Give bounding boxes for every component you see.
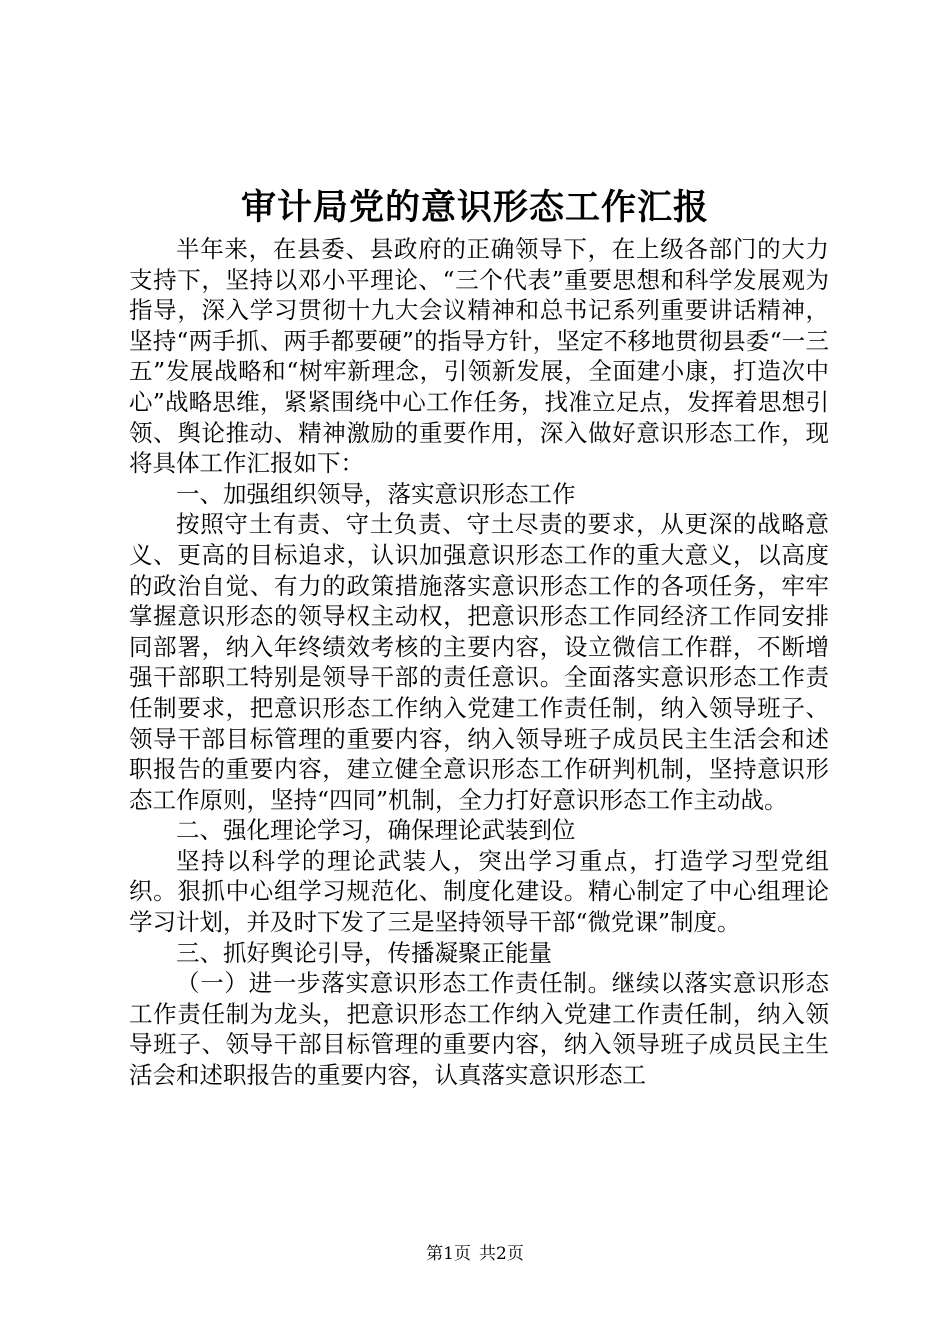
page-footer: [0, 1242, 950, 1266]
page-total: 共2页: [479, 1244, 524, 1264]
section-heading-3: 三、抓好舆论引导，传播凝聚正能量: [176, 938, 552, 967]
section-2-paragraph: 坚持以科学的理论武装人，突出学习重点，打造学习型党组织。狠抓中心组学习规范化、制度化建设。精心制定了中心组理论学习计划，并及时下发了三是坚持领导干部“微党课”制度。: [129, 846, 829, 937]
section-heading-2: 二、强化理论学习，确保理论武装到位: [176, 816, 576, 845]
page-number: 第1页: [426, 1244, 471, 1264]
document-title: 审计局党的意识形态工作汇报: [240, 187, 709, 228]
section-1-paragraph: 按照守土有责、守土负责、守土尽责的要求，从更深的战略意义、更高的目标追求，认识加强意识形态工作的重大意义，以高度的政治自觉、有力的政策措施落实意识形态工作的各项任务，牢牢掌握意识形态的领导权主动权，把意识形态工作同经济工作同安排同部署，纳入年终绩效考核的主要内容，设立微信工作群，不断增强干部职工特别是领导干部的责任意识。全面落实意识形态工作责任制要求，把意识形态工作纳入党建工作责任制，纳入领导班子、领导干部目标管理的重要内容，纳入领导班子成员民主生活会和述职报告的重要内容，建立健全意识形态工作研判机制，坚持意识形态工作原则，坚持“四同”机制，全力打好意识形态工作主动战。: [129, 510, 829, 814]
section-3-paragraph: （一）进一步落实意识形态工作责任制。继续以落实意识形态工作责任制为龙头，把意识形态工作纳入党建工作责任制，纳入领导班子、领导干部目标管理的重要内容，纳入领导班子成员民主生活会和述职报告的重要内容，认真落实意识形态工: [129, 969, 829, 1090]
intro-paragraph: 半年来，在县委、县政府的正确领导下，在上级各部门的大力支持下，坚持以邓小平理论、“三个代表”重要思想和科学发展观为指导，深入学习贯彻十九大会议精神和总书记系列重要讲话精神，坚持“两手抓、两手都要硬”的指导方针，坚定不移地贯彻县委“一三五”发展战略和“树牢新理念，引领新发展，全面建小康，打造次中心”战略思维，紧紧围绕中心工作任务，找准立足点，发挥着思想引领、舆论推动、精神激励的重要作用，深入做好意识形态工作，现将具体工作汇报如下：: [129, 235, 829, 478]
section-heading-1: 一、加强组织领导，落实意识形态工作: [176, 479, 576, 508]
document-body: [129, 234, 829, 1091]
